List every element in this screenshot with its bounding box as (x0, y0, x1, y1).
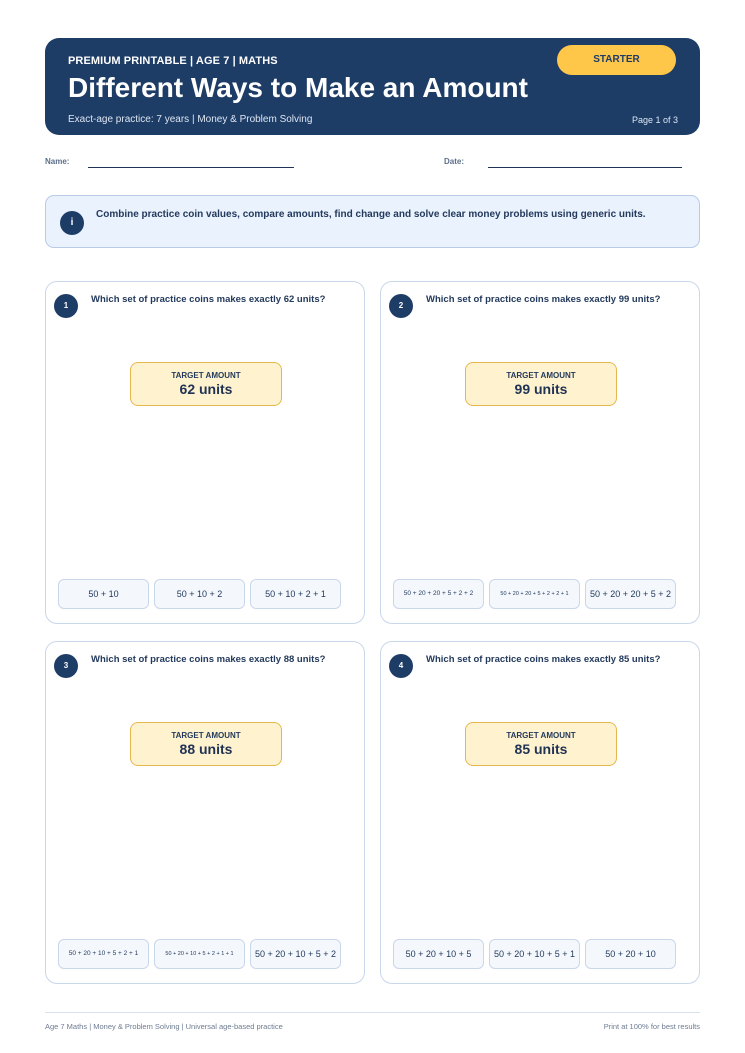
question-text: Which set of practice coins makes exactly 99 units? (426, 294, 661, 305)
answer-option-b[interactable]: 50 + 20 + 20 + 5 + 2 + 2 + 1 (489, 579, 580, 609)
answer-option-c[interactable]: 50 + 20 + 10 (585, 939, 676, 969)
answer-option-b[interactable]: 50 + 20 + 10 + 5 + 2 + 1 + 1 (154, 939, 245, 969)
target-label: TARGET AMOUNT (506, 731, 576, 740)
info-icon: i (60, 211, 84, 235)
level-badge: STARTER (557, 45, 676, 75)
target-label: TARGET AMOUNT (171, 371, 241, 380)
header-kicker: PREMIUM PRINTABLE | AGE 7 | MATHS (68, 55, 278, 67)
target-amount-box (130, 722, 282, 766)
question-number: 2 (389, 294, 413, 318)
question-text: Which set of practice coins makes exactly 88 units? (91, 654, 326, 665)
target-value: 99 units (514, 381, 568, 397)
answer-option-c[interactable]: 50 + 10 + 2 + 1 (250, 579, 341, 609)
question-card-4 (380, 641, 700, 984)
answer-option-c[interactable]: 50 + 20 + 20 + 5 + 2 (585, 579, 676, 609)
target-value: 85 units (514, 741, 568, 757)
question-card-3 (45, 641, 365, 984)
answer-option-b[interactable]: 50 + 20 + 10 + 5 + 1 (489, 939, 580, 969)
date-line[interactable] (488, 167, 682, 168)
question-text: Which set of practice coins makes exactly 62 units? (91, 294, 326, 305)
question-card-2 (380, 281, 700, 624)
target-amount-box (465, 362, 617, 406)
answer-option-b[interactable]: 50 + 10 + 2 (154, 579, 245, 609)
page-number: Page 1 of 3 (631, 115, 678, 125)
name-line[interactable] (88, 167, 294, 168)
target-label: TARGET AMOUNT (506, 371, 576, 380)
worksheet-header (45, 38, 700, 135)
answer-option-c[interactable]: 50 + 20 + 10 + 5 + 2 (250, 939, 341, 969)
question-number: 3 (54, 654, 78, 678)
answer-option-a[interactable]: 50 + 20 + 20 + 5 + 2 + 2 (393, 579, 484, 609)
name-label: Name: (45, 157, 70, 166)
target-amount-box (130, 362, 282, 406)
footer-divider (45, 1012, 700, 1013)
question-card-1 (45, 281, 365, 624)
footer-right-text: Print at 100% for best results (603, 1022, 700, 1031)
answer-option-a[interactable]: 50 + 20 + 10 + 5 + 2 + 1 (58, 939, 149, 969)
target-amount-box (465, 722, 617, 766)
target-label: TARGET AMOUNT (171, 731, 241, 740)
footer-left-text: Age 7 Maths | Money & Problem Solving | Universal age-based practice (45, 1022, 283, 1031)
question-text: Which set of practice coins makes exactly 85 units? (426, 654, 661, 665)
date-label: Date: (444, 157, 465, 166)
question-number: 4 (389, 654, 413, 678)
page-title: Different Ways to Make an Amount (68, 72, 528, 103)
answer-option-a[interactable]: 50 + 20 + 10 + 5 (393, 939, 484, 969)
info-box (45, 195, 700, 248)
target-value: 62 units (179, 381, 233, 397)
info-text: Combine practice coin values, compare amounts, find change and solve clear money problems using generic units. (96, 209, 646, 220)
target-value: 88 units (179, 741, 233, 757)
header-subtitle: Exact-age practice: 7 years | Money & Problem Solving (68, 114, 313, 125)
question-number: 1 (54, 294, 78, 318)
answer-option-a[interactable]: 50 + 10 (58, 579, 149, 609)
